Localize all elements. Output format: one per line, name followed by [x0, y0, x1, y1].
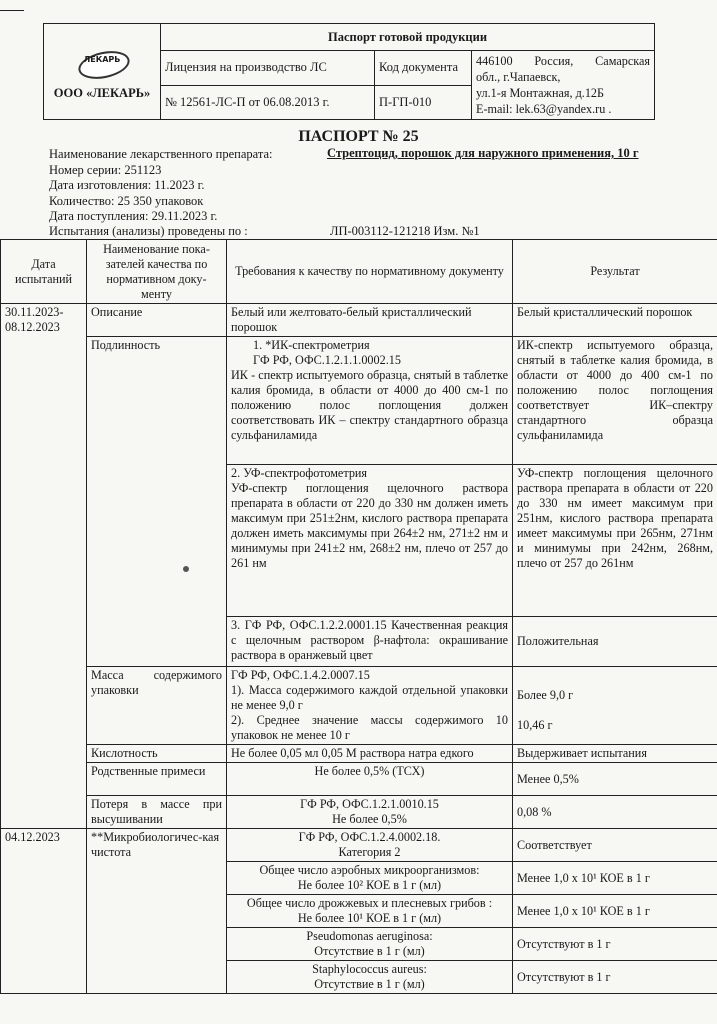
row-micro-res: Соответствует	[513, 829, 717, 862]
logo-cell	[44, 24, 161, 120]
quantity: Количество: 25 350 упаковок	[49, 194, 204, 208]
row-mass-res: Более 9,0 г 10,46 г	[513, 667, 717, 745]
license-value: № 12561-ЛС-П от 06.08.2013 г.	[161, 85, 375, 120]
manufacture-date: Дата изготовления: 11.2023 г.	[49, 178, 205, 192]
series-number: Номер серии: 251123	[49, 163, 162, 177]
row-description-res: Белый кристаллический порошок	[513, 304, 717, 337]
tests-label: Испытания (анализы) проведены по :	[49, 224, 248, 238]
company-name: ООО «ЛЕКАРЬ»	[53, 86, 151, 100]
row-micro-name: **Микробиологичес-кая чистота	[87, 829, 227, 994]
doc-title: Паспорт готовой продукции	[161, 24, 655, 51]
row-impurities-req: Не более 0,5% (ТСХ)	[227, 763, 513, 796]
header-table	[43, 23, 655, 120]
row-aerobic-res: Менее 1,0 х 10¹ КОЕ в 1 г	[513, 862, 717, 895]
row-description-req: Белый или желтовато-белый кристаллический порошок	[227, 304, 513, 337]
row-pseudo-req: Pseudomonas aeruginosa: Отсутствие в 1 г (мл)	[227, 928, 513, 961]
doc-code-label: Код документа	[375, 51, 472, 86]
row-identity-name: Подлинность	[87, 337, 227, 667]
row-micro-ref: ГФ РФ, ОФС.1.2.4.0002.18. Категория 2	[227, 829, 513, 862]
row-yeast-req: Общее число дрожжевых и плесневых грибов : Не более 10¹ КОЕ в 1 г (мл)	[227, 895, 513, 928]
results-table	[0, 239, 717, 994]
drug-value: Стрептоцид, порошок для наружного применения, 10 г	[327, 146, 639, 160]
row-identity-ir-res: ИК-спектр испытуемого образца, снятый в таблетке калия бромида, в области от 4000 до 400 см-1 по положению полос поглощения соответствует ИК–спектру стандартного образца сульфаниламида	[513, 337, 717, 465]
row-mass-name: Масса содержимого упаковки	[87, 667, 227, 745]
row-mass-req: ГФ РФ, ОФС.1.4.2.0007.15 1). Масса содержимого каждой отдельной упаковки не менее 9,0 г 2). Среднее значение массы содержимого 10 упаковок не менее 10 г	[227, 667, 513, 745]
header-indicator: Наименование пока-зателей качества по нормативном доку-менту	[87, 240, 227, 304]
scan-mark	[0, 10, 24, 11]
license-label: Лицензия на производство ЛС	[161, 51, 375, 86]
row-identity-ir-req: 1. *ИК-спектрометрия ГФ РФ, ОФС.1.2.1.1.0002.15 ИК - спектр испытуемого образца, снятый в таблетке калия бромида, в области от 4000 до 400 см-1 по положению полос поглощения должен соответствовать ИК – спектру стандартного образца сульфаниламида	[227, 337, 513, 465]
header-requirements: Требования к качеству по нормативному документу	[227, 240, 513, 304]
scan-speck	[183, 566, 189, 572]
row-acidity-res: Выдерживает испытания	[513, 745, 717, 763]
test-date-2: 04.12.2023	[1, 829, 87, 994]
row-staph-req: Staphylococcus aureus: Отсутствие в 1 г (мл)	[227, 961, 513, 994]
row-aerobic-req: Общее число аэробных микроорганизмов: Не более 10² КОЕ в 1 г (мл)	[227, 862, 513, 895]
row-acidity-name: Кислотность	[87, 745, 227, 763]
row-identity-uv-res: УФ-спектр поглощения щелочного раствора препарата в области от 220 до 330 нм имеет максимум при 251нм, кислого раствора препарата имеет максимумы при 265нм, 271нм и минимумы при 242нм, 268нм, плечо от 257 до 261нм	[513, 465, 717, 617]
arrival-date: Дата поступления: 29.11.2023 г.	[49, 209, 218, 223]
doc-code-value: П-ГП-010	[375, 85, 472, 120]
row-acidity-req: Не более 0,05 мл 0,05 М раствора натра едкого	[227, 745, 513, 763]
row-impurities-name: Родственные примеси	[87, 763, 227, 796]
header-date: Дата испытаний	[1, 240, 87, 304]
row-description-name: Описание	[87, 304, 227, 337]
row-drying-req: ГФ РФ, ОФС.1.2.1.0010.15 Не более 0,5%	[227, 796, 513, 829]
row-identity-uv-req: 2. УФ-спектрофотометрия УФ-спектр поглощения щелочного раствора препарата в области от 220 до 330 нм должен иметь максимум при 251±2нм, кислого раствора препарата должен иметь максимумы при 264±2 нм, 271±2 нм и минимумы при 241±2 нм, 268±2 нм, плечо от 257 до 261 нм	[227, 465, 513, 617]
row-yeast-res: Менее 1,0 х 10¹ КОЕ в 1 г	[513, 895, 717, 928]
row-drying-res: 0,08 %	[513, 796, 717, 829]
row-pseudo-res: Отсутствуют в 1 г	[513, 928, 717, 961]
passport-title: ПАСПОРТ № 25	[298, 128, 419, 145]
row-staph-res: Отсутствуют в 1 г	[513, 961, 717, 994]
row-identity-qual-req: 3. ГФ РФ, ОФС.1.2.2.0001.15 Качественная реакция с щелочным раствором β-нафтола: окрашивание раствора в оранжевый цвет	[227, 617, 513, 667]
drug-label: Наименование лекарственного препарата:	[49, 147, 273, 161]
header-result: Результат	[513, 240, 717, 304]
row-impurities-res: Менее 0,5%	[513, 763, 717, 796]
row-drying-name: Потеря в массе при высушивании	[87, 796, 227, 829]
test-date-1: 30.11.2023-08.12.2023	[1, 304, 87, 829]
tests-value: ЛП-003112-121218 Изм. №1	[330, 224, 480, 238]
company-logo: ЛЕКАРЬ	[74, 44, 130, 82]
row-identity-qual-res: Положительная	[513, 617, 717, 667]
address: 446100 Россия, Самарская обл., г.Чапаевск, ул.1-я Монтажная, д.12Б E-mail: lek.63@yandex.ru .	[472, 51, 655, 120]
